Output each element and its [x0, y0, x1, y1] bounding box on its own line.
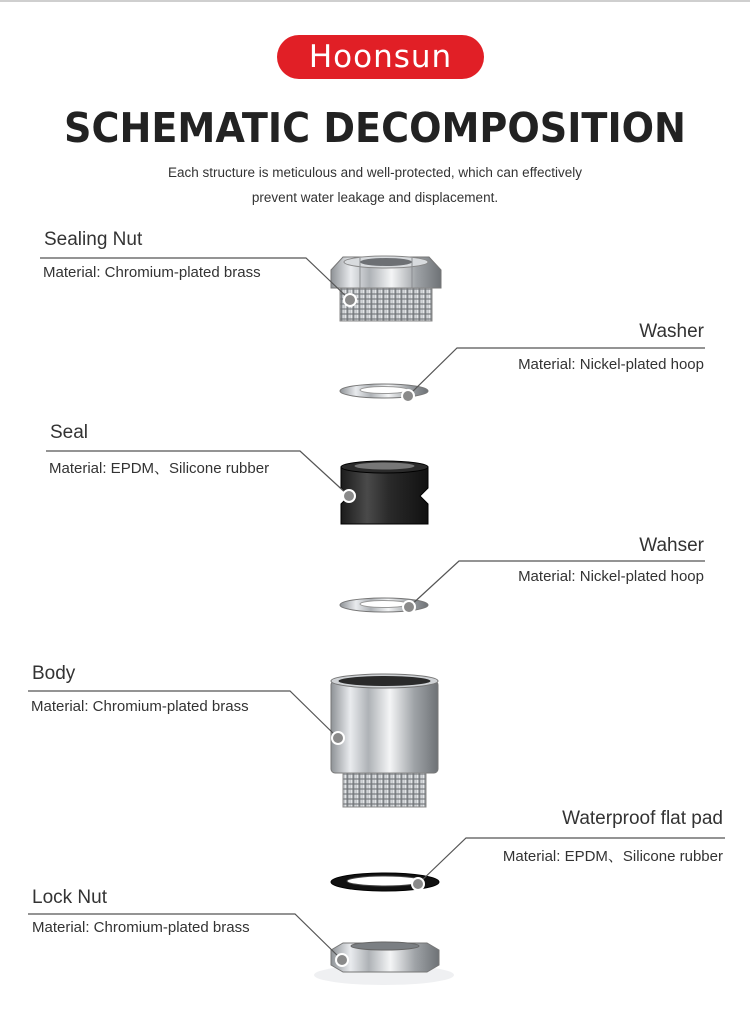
material-washer-2: Material: Nickel-plated hoop — [518, 568, 704, 585]
subtitle-line-1: Each structure is meticulous and well-protected, which can effectively — [168, 165, 582, 180]
label-lock-nut: Lock Nut — [32, 887, 107, 908]
label-seal: Seal — [50, 422, 89, 443]
label-washer-2: Wahser — [639, 535, 704, 556]
body-image — [331, 674, 438, 807]
page-title: SCHEMATIC DECOMPOSITION — [64, 104, 686, 152]
label-flat-pad: Waterproof flat pad — [562, 808, 723, 829]
label-washer: Washer — [639, 321, 704, 342]
material-flat-pad: Material: EPDM、Silicone rubber — [502, 848, 723, 865]
sealing-nut-image — [331, 256, 441, 321]
label-sealing-nut: Sealing Nut — [44, 229, 143, 250]
lock-nut-image — [314, 942, 454, 985]
subtitle-line-2: prevent water leakage and displacement. — [251, 190, 499, 205]
material-sealing-nut: Material: Chromium-plated brass — [43, 264, 261, 281]
material-body: Material: Chromium-plated brass — [31, 698, 249, 715]
brand-logo-text: Hoonsun — [308, 38, 453, 75]
material-lock-nut: Material: Chromium-plated brass — [32, 919, 250, 936]
label-body: Body — [32, 663, 76, 684]
material-washer: Material: Nickel-plated hoop — [518, 356, 704, 373]
material-seal: Material: EPDM、Silicone rubber — [49, 460, 270, 477]
